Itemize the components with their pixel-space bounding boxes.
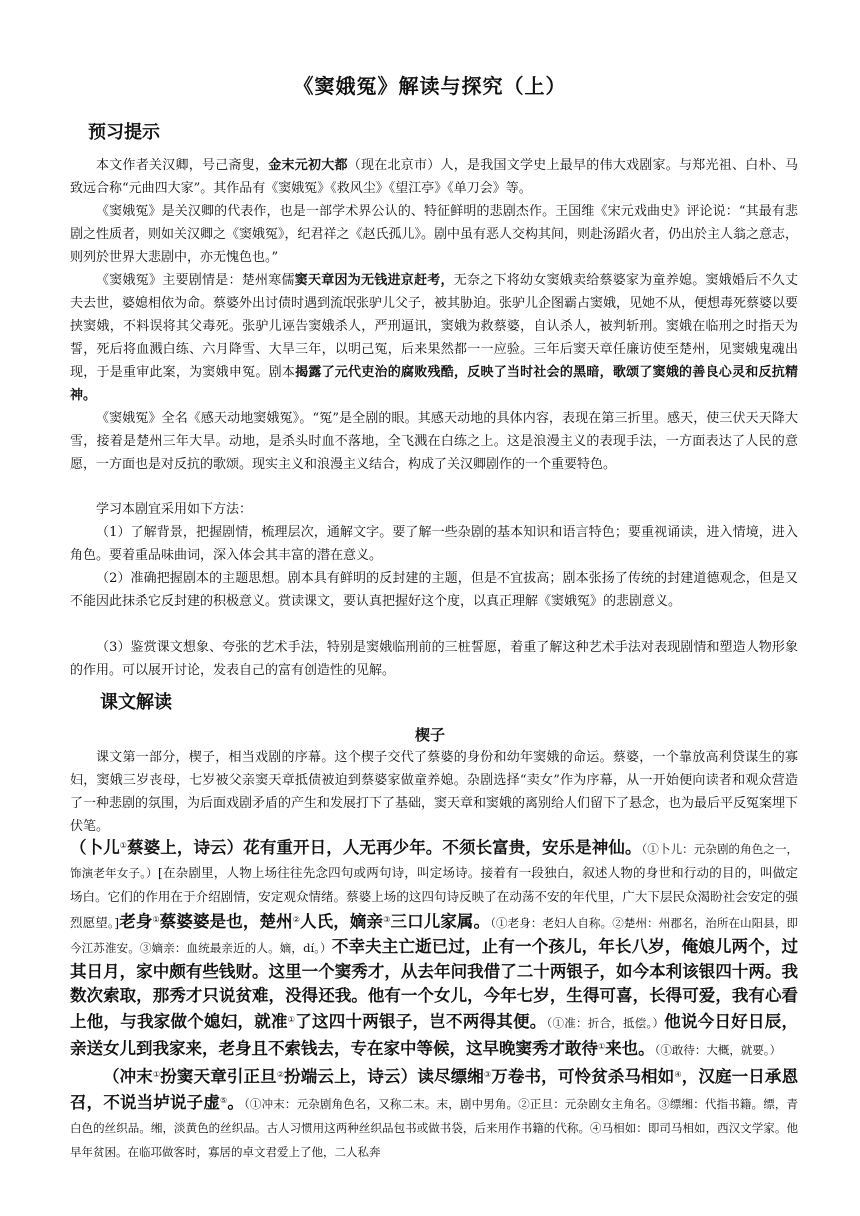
subheading-xiezi: 楔子: [414, 726, 445, 744]
script-bold: 来也。: [605, 1039, 655, 1059]
annotation: （①准：折合，抵偿。）: [546, 1016, 665, 1031]
script-bold: 三口儿家属。: [390, 912, 491, 932]
script-bold: 不幸夫主亡逝已过，止有一个孩儿，年长八岁，俺娘儿两个，过其日月，家中颇有些钱财。这里一个窦秀才，从去年问我借了二十两银子，如今本利该银四十两。我数次索取，那秀才只说贫难，没得还我。他有一个女儿，今年七岁，生得可喜，长得可爱，我有心看上他，与我家做个媳妇，就准: [70, 937, 799, 1032]
commentary: [在杂剧里，人物上场往往先念四句或两句诗，叫定场诗。接着有一段独白，叙述人物的身世和行动的目的，叫做定场白。它们的作用在于介绍剧情，安定观众情绪。蔡婆上场的这四句诗反映了在动荡不安的年代里，广大下层民众渴盼社会安定的强烈愿望。]: [70, 865, 798, 931]
bold-span: 金末元初大都: [268, 158, 348, 173]
footnote-mark: ⑤: [220, 1095, 228, 1105]
footnote-mark: ①: [119, 841, 128, 850]
script-bold: 了这四十两银子，岂不两得其便。: [295, 1012, 547, 1032]
script-bold: 他说今日好日辰，亲送女儿到我家来，老身且不索钱去，专在家中等候，这早晚窦秀才敢待: [70, 1012, 799, 1059]
paragraph-author: [70, 154, 798, 200]
footnote-mark: ①: [598, 1042, 606, 1052]
footnote-mark: ③: [483, 1069, 492, 1079]
paragraph-xiezi-analysis: 课文第一部分，楔子，相当戏剧的序幕。这个楔子交代了蔡婆的身份和幼年窦娥的命运。蔡婆，一个靠放高利贷谋生的寡妇，窦娥三岁丧母，七岁被父亲窦天章抵债被迫到蔡婆家做童养媳。杂剧选择“卖女”作为序幕，从一开始便向读者和观众营造了一种悲剧的氛围，为后面戏剧矛盾的产生和发展打下了基础，窦天章和窦娥的离别给人们留下了悬念，也为最后平反冤案埋下伏笔。: [70, 750, 799, 834]
footnote-mark: ①: [152, 915, 160, 925]
annotation: （①冲末：元杂剧角色名，又称二末。末，剧中男角。②正旦：元杂剧女主角名。③缥缃：代指书籍。缥，青白色的丝织品。缃，淡黄色的丝织品。古人习惯用这两种丝织品包书或做书袋，后来用作书籍的代称。④马相如：即司马相如，西汉文学家。他早年贫困。在临邛做客时，寡居的卓文君爱上了他，二人私奔: [70, 1096, 799, 1159]
script-bold: 人氏，嫡亲: [300, 912, 384, 932]
script-text-block: [70, 834, 798, 1164]
section-heading-reading: 课文解读: [100, 692, 172, 713]
footnote-mark: ①: [152, 1069, 161, 1079]
footnote-mark: ①: [287, 1015, 296, 1025]
script-bold: 扮端云上，诗云）读尽缥缃: [284, 1066, 484, 1086]
paragraph-plot: [70, 269, 798, 407]
text-span: （现在北京市）人，是我国文学史上最早的伟大戏剧家。与郑光祖、白朴、马致远合称“元曲四大家”。其作品有《窦娥冤》《救风尘》《望江亭》《单刀会》等。: [70, 158, 798, 196]
annotation: （①敢待：大概，就要。）: [654, 1043, 782, 1058]
footnote-mark: ③: [383, 915, 391, 925]
method-item-1: （1）了解背景，把握剧情，梳理层次，通解文字。要了解一些杂剧的基本知识和语言特色；要重视诵读，进入情境，进入角色。要着重品味曲词，深入体会其丰富的潜在意义。: [70, 525, 798, 563]
method-item-2: （2）准确把握剧本的主题思想。剧本具有鲜明的反封建的主题，但是不宜拔高；剧本张扬了传统的封建道德观念，但是又不能因此抹杀它反封建的积极意义。赏读课文，要认真把握好这个度，以真正理解《窦娥冤》的悲剧意义。: [70, 571, 798, 609]
script-bold: 蔡婆上，诗云）花有重开日，人无再少年。不须长富贵，安乐是神仙。: [127, 838, 642, 858]
annotation: （①老身：老妇人自称。②楚州：州郡名，治所在山阳县，即今江苏淮安。③嫡亲：血统最亲近的人。嫡，dí。）: [70, 916, 799, 956]
script-bold: 。: [227, 1092, 245, 1112]
script-bold: 万卷书，可怜贫杀马相如: [491, 1066, 675, 1086]
method-item-3: （3）鉴赏课文想象、夸张的艺术手法，特别是窦娥临刑前的三桩誓愿，着重了解这种艺术手法对表现剧情和塑造人物形象的作用。可以展开讨论，发表自己的富有创造性的见解。: [70, 640, 798, 678]
bold-span: 揭露了元代吏治的腐败残酷，反映了当时社会的黑暗，歌颂了窦娥的善良心灵和反抗精神。: [70, 365, 798, 403]
script-bold: 蔡婆婆是也，楚州: [159, 912, 293, 932]
script-bold: （卜儿: [70, 838, 120, 858]
text-span: 《窦娥冤》主要剧情是：楚州寒儒: [96, 273, 295, 288]
script-bold: （冲末: [103, 1066, 153, 1086]
script-bold: 扮窦天章引正旦: [160, 1066, 277, 1086]
text-span: 无奈之下将幼女窦娥卖给蔡婆家为童养媳。窦娥婚后不久丈夫去世，婆媳相依为命。蔡婆外出讨债时遇到流氓张驴儿父子，被其胁迫。张驴儿企图霸占窦娥，见她不从，便想毒死蔡婆以要挟窦娥，不料误将其父毒死。张驴儿诬告窦娥杀人，严刑逼讯，窦娥为救蔡婆，自认杀人，被判斩刑。窦娥在临刑之时指天为誓，死后将血溅白练、六月降雪、大旱三年，以明己冤，后来果然都一一应验。三年后窦天章任廉访使至楚州，见窦娥鬼魂出现，于是重审此案，为窦娥申冤。剧本: [70, 273, 799, 380]
paragraph-methods-intro: 学习本剧宜采用如下方法：: [96, 502, 253, 517]
footnote-mark: ②: [292, 915, 301, 925]
footnote-mark: ②: [276, 1069, 285, 1079]
bold-span: 窦天章因为无钱进京赶考，: [294, 273, 454, 288]
annotation: （①卜儿：元杂剧的角色之一，饰演老年女子。）: [70, 842, 799, 881]
script-bold: ，汉庭一日承恩召，不说当垆说子虚: [70, 1066, 799, 1112]
text-span: 本文作者关汉卿，号己斋叟，: [96, 158, 269, 173]
section-heading-preview: 预习提示: [88, 122, 160, 143]
paragraph-evaluation: 《窦娥冤》是关汉卿的代表作，也是一部学术界公认的、特征鲜明的悲剧杰作。王国维《宋元戏曲史》评论说：“其最有悲剧之性质者，则如关汉卿之《窦娥冤》，纪君祥之《赵氏孤儿》。剧中虽有恶人交构其间，则赴汤蹈火者，仍出於主人翁之意志，则列於世界大悲剧中，亦无愧色也。”: [70, 204, 799, 265]
footnote-mark: ④: [674, 1069, 682, 1079]
paragraph-title-meaning: 《窦娥冤》全名《感天动地窦娥冤》。“冤”是全剧的眼。其感天动地的具体内容，表现在第三折里。感天，使三伏天天降大雪，接着是楚州三年大旱。动地，是杀头时血不落地，全飞溅在白练之上。这是浪漫主义的表现手法，一方面表达了人民的意愿，一方面也是对反抗的歌颂。现实主义和浪漫主义结合，构成了关汉卿剧作的一个重要特色。: [70, 411, 798, 472]
page-title: 《窦娥冤》解读与探究（上）: [293, 74, 567, 98]
script-bold: 老身: [119, 912, 153, 932]
